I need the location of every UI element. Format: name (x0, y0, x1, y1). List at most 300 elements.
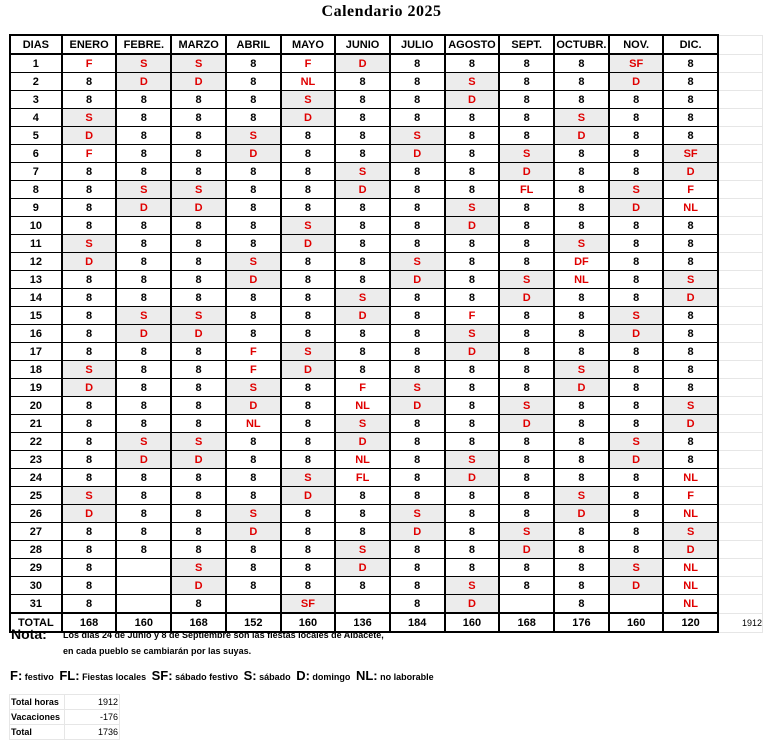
day-cell: 8 (390, 487, 445, 505)
day-cell: D (335, 433, 390, 451)
month-total: 168 (499, 613, 554, 632)
day-cell: 8 (499, 235, 554, 253)
day-cell: D (116, 325, 171, 343)
note-line-2: en cada pueblo se cambiarán por las suyas. (63, 646, 252, 656)
day-cell: S (663, 523, 717, 541)
day-cell: 8 (609, 523, 664, 541)
day-cell: 8 (226, 181, 281, 199)
day-cell: S (116, 307, 171, 325)
day-row (10, 199, 763, 217)
day-cell: 8 (281, 127, 336, 145)
day-cell: S (116, 181, 171, 199)
day-cell: 8 (281, 577, 336, 595)
day-cell: 8 (116, 505, 171, 523)
day-cell: 8 (226, 325, 281, 343)
day-cell: 8 (609, 397, 664, 415)
day-row (10, 595, 763, 614)
day-row (10, 54, 763, 73)
day-cell: 8 (171, 127, 226, 145)
day-cell: 8 (445, 289, 500, 307)
day-row (10, 451, 763, 469)
day-row (10, 577, 763, 595)
day-cell: 8 (335, 487, 390, 505)
day-cell: F (62, 54, 117, 73)
day-cell: D (171, 73, 226, 91)
day-cell: S (171, 433, 226, 451)
empty-cell (718, 361, 763, 379)
day-cell: NL (335, 451, 390, 469)
note-line-1: Los días 24 de Junio y 8 de Septiembre son las fiestas locales de Albacete, (63, 630, 384, 640)
day-cell: 8 (445, 361, 500, 379)
legend-desc-domingo: domingo (312, 672, 351, 682)
day-cell: 8 (226, 73, 281, 91)
day-cell: D (226, 523, 281, 541)
day-cell: D (445, 595, 500, 614)
column-header: FEBRE. (116, 35, 171, 54)
day-cell: D (609, 451, 664, 469)
day-cell: 8 (390, 595, 445, 614)
day-cell: 8 (554, 559, 609, 577)
day-number: 2 (10, 73, 62, 91)
legend (10, 668, 437, 683)
day-cell: 8 (554, 397, 609, 415)
day-cell: 8 (663, 325, 717, 343)
day-cell: D (281, 487, 336, 505)
day-row (10, 559, 763, 577)
day-cell: 8 (226, 217, 281, 235)
day-cell: 8 (116, 109, 171, 127)
day-cell (116, 595, 171, 614)
day-number: 16 (10, 325, 62, 343)
day-row (10, 415, 763, 433)
legend-key-festivo: F: (10, 668, 23, 683)
day-cell: 8 (445, 181, 500, 199)
day-cell: 8 (171, 595, 226, 614)
day-cell: NL (663, 199, 717, 217)
empty-cell (718, 253, 763, 271)
day-cell: 8 (171, 505, 226, 523)
day-row (10, 307, 763, 325)
day-cell: 8 (281, 289, 336, 307)
day-cell: 8 (171, 271, 226, 289)
day-cell: 8 (62, 397, 117, 415)
day-cell: 8 (554, 469, 609, 487)
day-number: 3 (10, 91, 62, 109)
day-row (10, 109, 763, 127)
day-cell: 8 (609, 379, 664, 397)
day-cell (116, 559, 171, 577)
day-cell: 8 (390, 343, 445, 361)
day-cell: 8 (554, 199, 609, 217)
day-cell: F (226, 343, 281, 361)
summary-table (9, 694, 120, 740)
day-cell: 8 (171, 91, 226, 109)
day-row (10, 127, 763, 145)
day-cell: 8 (281, 559, 336, 577)
day-cell: 8 (554, 91, 609, 109)
day-cell: NL (226, 415, 281, 433)
summary-value: 1912 (65, 695, 120, 710)
day-row (10, 361, 763, 379)
day-cell: 8 (62, 343, 117, 361)
day-number: 28 (10, 541, 62, 559)
day-cell: 8 (499, 325, 554, 343)
day-row (10, 523, 763, 541)
day-cell: NL (281, 73, 336, 91)
day-number: 11 (10, 235, 62, 253)
day-cell: 8 (445, 235, 500, 253)
day-cell: 8 (663, 217, 717, 235)
day-cell: 8 (554, 73, 609, 91)
day-cell: 8 (171, 541, 226, 559)
day-cell: 8 (554, 577, 609, 595)
column-header: SEPT. (499, 35, 554, 54)
day-cell: S (554, 235, 609, 253)
day-cell: D (499, 289, 554, 307)
day-cell: S (335, 541, 390, 559)
legend-key-sabado: S: (243, 668, 257, 683)
day-cell: 8 (226, 235, 281, 253)
day-cell: S (390, 127, 445, 145)
day-cell: 8 (554, 289, 609, 307)
day-cell: 8 (335, 577, 390, 595)
day-cell: 8 (445, 253, 500, 271)
day-cell: D (116, 73, 171, 91)
day-cell: 8 (335, 361, 390, 379)
day-cell: S (499, 271, 554, 289)
day-cell: DF (554, 253, 609, 271)
month-total: 184 (390, 613, 445, 632)
empty-cell (718, 91, 763, 109)
day-cell: 8 (171, 343, 226, 361)
day-row (10, 487, 763, 505)
day-row (10, 469, 763, 487)
empty-cell (718, 145, 763, 163)
day-cell: 8 (390, 325, 445, 343)
day-row (10, 73, 763, 91)
day-cell: S (226, 505, 281, 523)
day-cell: 8 (335, 253, 390, 271)
day-cell: 8 (609, 415, 664, 433)
day-row (10, 91, 763, 109)
empty-cell (718, 325, 763, 343)
day-cell: 8 (62, 289, 117, 307)
day-cell: S (226, 253, 281, 271)
day-cell: 8 (390, 73, 445, 91)
legend-key-domingo: D: (296, 668, 310, 683)
day-number: 5 (10, 127, 62, 145)
column-header: ENERO (62, 35, 117, 54)
day-cell: 8 (499, 487, 554, 505)
day-cell: 8 (499, 307, 554, 325)
day-cell: F (226, 361, 281, 379)
day-cell: D (554, 505, 609, 523)
day-row (10, 325, 763, 343)
day-cell: D (663, 163, 717, 181)
day-cell: S (62, 235, 117, 253)
day-cell: S (62, 361, 117, 379)
day-cell: S (609, 307, 664, 325)
day-cell: D (281, 235, 336, 253)
day-cell: 8 (609, 361, 664, 379)
page-title: Calendario 2025 (321, 3, 442, 20)
day-row (10, 343, 763, 361)
day-number: 22 (10, 433, 62, 451)
day-cell: 8 (62, 469, 117, 487)
empty-cell (718, 235, 763, 253)
day-cell: 8 (226, 577, 281, 595)
day-cell: 8 (62, 595, 117, 614)
day-number: 4 (10, 109, 62, 127)
day-cell: 8 (281, 523, 336, 541)
day-cell: 8 (445, 109, 500, 127)
day-cell: NL (663, 469, 717, 487)
day-cell: 8 (390, 163, 445, 181)
day-cell: F (445, 307, 500, 325)
day-cell: 8 (116, 253, 171, 271)
day-cell: 8 (609, 505, 664, 523)
day-number: 13 (10, 271, 62, 289)
day-cell: 8 (116, 289, 171, 307)
day-cell: S (62, 109, 117, 127)
day-cell: 8 (390, 217, 445, 235)
day-cell: 8 (445, 163, 500, 181)
day-cell: 8 (226, 91, 281, 109)
column-header: MARZO (171, 35, 226, 54)
summary-row-vacaciones (10, 710, 120, 725)
day-cell: 8 (390, 361, 445, 379)
day-cell: D (335, 54, 390, 73)
day-cell: 8 (281, 307, 336, 325)
empty-cell (718, 595, 763, 614)
day-cell: F (335, 379, 390, 397)
day-cell: 8 (390, 451, 445, 469)
day-cell: 8 (62, 163, 117, 181)
day-cell: 8 (281, 271, 336, 289)
column-header: JUNIO (335, 35, 390, 54)
column-header: MAYO (281, 35, 336, 54)
day-cell: S (171, 181, 226, 199)
day-cell: 8 (390, 415, 445, 433)
day-cell: 8 (335, 235, 390, 253)
day-cell: 8 (499, 505, 554, 523)
month-total: 168 (62, 613, 117, 632)
day-cell: 8 (445, 487, 500, 505)
day-cell: D (499, 541, 554, 559)
empty-cell (718, 127, 763, 145)
day-cell: D (116, 199, 171, 217)
day-cell: S (116, 433, 171, 451)
day-cell: 8 (390, 577, 445, 595)
day-cell: 8 (499, 127, 554, 145)
day-cell: 8 (554, 595, 609, 614)
day-cell: NL (663, 595, 717, 614)
day-cell: D (609, 73, 664, 91)
column-header: ABRIL (226, 35, 281, 54)
day-row (10, 235, 763, 253)
day-cell: 8 (663, 253, 717, 271)
day-row (10, 289, 763, 307)
day-cell: 8 (226, 199, 281, 217)
day-cell: 8 (499, 361, 554, 379)
day-cell: 8 (116, 487, 171, 505)
day-cell: 8 (62, 541, 117, 559)
day-cell: D (116, 451, 171, 469)
day-cell: NL (663, 505, 717, 523)
day-cell: 8 (226, 541, 281, 559)
day-number: 26 (10, 505, 62, 523)
day-cell: D (445, 469, 500, 487)
day-number: 15 (10, 307, 62, 325)
day-cell: 8 (62, 415, 117, 433)
day-cell: 8 (663, 127, 717, 145)
month-total: 176 (554, 613, 609, 632)
day-cell: 8 (445, 505, 500, 523)
summary-row-total-horas (10, 695, 120, 710)
day-cell: S (335, 163, 390, 181)
day-number: 12 (10, 253, 62, 271)
day-cell: S (226, 127, 281, 145)
day-number: 8 (10, 181, 62, 199)
day-row (10, 505, 763, 523)
empty-cell (718, 397, 763, 415)
day-number: 21 (10, 415, 62, 433)
day-cell: 8 (554, 433, 609, 451)
day-cell: S (445, 73, 500, 91)
day-cell: S (609, 433, 664, 451)
empty-cell (718, 54, 763, 73)
day-cell: D (62, 127, 117, 145)
day-cell: 8 (445, 433, 500, 451)
day-cell: 8 (335, 271, 390, 289)
month-total: 168 (171, 613, 226, 632)
day-cell: 8 (281, 379, 336, 397)
day-cell: 8 (554, 325, 609, 343)
day-cell: D (226, 145, 281, 163)
day-cell: 8 (116, 163, 171, 181)
day-cell: 8 (609, 91, 664, 109)
day-cell: 8 (390, 109, 445, 127)
day-cell: 8 (554, 541, 609, 559)
day-cell: FL (335, 469, 390, 487)
day-cell: D (62, 253, 117, 271)
day-cell: NL (663, 559, 717, 577)
day-cell: 8 (445, 379, 500, 397)
day-cell: 8 (445, 127, 500, 145)
day-cell: 8 (226, 451, 281, 469)
day-cell: 8 (609, 235, 664, 253)
month-total: 152 (226, 613, 281, 632)
day-cell: 8 (116, 343, 171, 361)
day-cell: 8 (499, 54, 554, 73)
day-cell: 8 (281, 433, 336, 451)
day-cell: 8 (62, 181, 117, 199)
summary-value: -176 (65, 710, 120, 725)
empty-cell (718, 541, 763, 559)
day-cell: 8 (663, 54, 717, 73)
day-cell: D (554, 127, 609, 145)
day-cell: 8 (335, 109, 390, 127)
day-cell: D (663, 415, 717, 433)
day-cell: 8 (445, 271, 500, 289)
day-cell: 8 (116, 469, 171, 487)
day-cell: 8 (663, 433, 717, 451)
day-cell: SF (281, 595, 336, 614)
day-cell: D (335, 559, 390, 577)
day-cell: 8 (226, 559, 281, 577)
day-cell: 8 (445, 145, 500, 163)
day-cell: 8 (281, 199, 336, 217)
day-number: 18 (10, 361, 62, 379)
day-cell: 8 (116, 361, 171, 379)
day-cell: 8 (609, 127, 664, 145)
legend-desc-sabado: sábado (259, 672, 291, 682)
day-row (10, 379, 763, 397)
day-number: 30 (10, 577, 62, 595)
day-cell: S (62, 487, 117, 505)
day-cell: 8 (116, 91, 171, 109)
day-cell: 8 (663, 235, 717, 253)
day-cell: S (609, 559, 664, 577)
day-cell: 8 (116, 217, 171, 235)
day-cell: 8 (62, 559, 117, 577)
day-cell: D (171, 577, 226, 595)
day-cell: D (390, 145, 445, 163)
day-cell: D (281, 361, 336, 379)
day-cell (116, 577, 171, 595)
day-cell: 8 (609, 541, 664, 559)
day-cell: S (554, 361, 609, 379)
day-cell: D (445, 217, 500, 235)
day-cell: 8 (171, 487, 226, 505)
day-cell: 8 (335, 127, 390, 145)
day-cell: 8 (390, 307, 445, 325)
day-cell: 8 (499, 73, 554, 91)
day-cell: 8 (116, 379, 171, 397)
day-cell: 8 (609, 163, 664, 181)
day-cell: D (62, 379, 117, 397)
empty-cell (718, 109, 763, 127)
day-row (10, 163, 763, 181)
day-cell: 8 (554, 54, 609, 73)
day-cell: 8 (226, 307, 281, 325)
day-cell: FL (499, 181, 554, 199)
day-cell: 8 (499, 217, 554, 235)
day-cell: 8 (445, 523, 500, 541)
day-row (10, 433, 763, 451)
day-cell: 8 (554, 145, 609, 163)
day-cell: 8 (226, 289, 281, 307)
summary-value: 1736 (65, 725, 120, 740)
header-row (10, 35, 763, 54)
day-cell: 8 (499, 199, 554, 217)
day-cell: 8 (663, 307, 717, 325)
day-cell: D (171, 325, 226, 343)
day-cell: 8 (116, 415, 171, 433)
day-cell: 8 (281, 505, 336, 523)
day-cell: 8 (62, 307, 117, 325)
day-cell: NL (335, 397, 390, 415)
day-cell: 8 (116, 541, 171, 559)
day-number: 19 (10, 379, 62, 397)
day-cell: 8 (390, 91, 445, 109)
day-cell: 8 (335, 145, 390, 163)
day-cell: NL (554, 271, 609, 289)
day-cell: 8 (390, 433, 445, 451)
day-cell: 8 (554, 217, 609, 235)
legend-key-no-laborable: NL: (355, 668, 378, 683)
day-cell: 8 (226, 54, 281, 73)
